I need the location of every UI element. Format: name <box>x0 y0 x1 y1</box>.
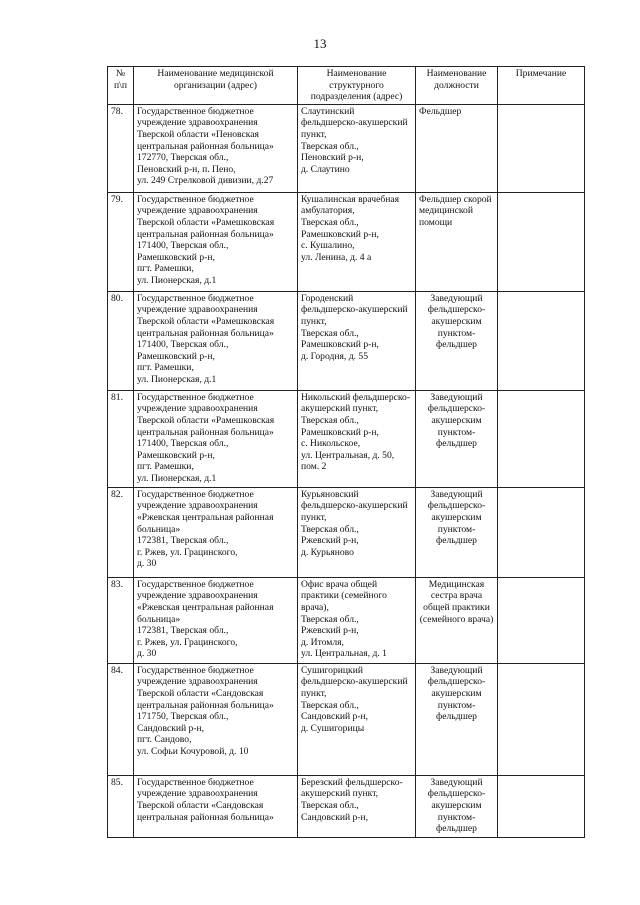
structural-unit-cell: Сушигорицкий фельдшерско-акушерский пункт, Тверская обл., Сандовский р-н, д. Сушигорицы <box>298 663 416 775</box>
position-cell: Заведующий фельдшерско-акушерским пунктом-фельдшер <box>416 487 498 577</box>
table-row <box>108 104 585 192</box>
header-structural-unit: Наименование структурного подразделения (адрес) <box>298 67 416 105</box>
position-cell: Медицинская сестра врача общей практики (семейного врача) <box>416 577 498 663</box>
structural-unit-cell: Березский фельдшерско-акушерский пункт, Тверская обл., Сандовский р-н, <box>298 775 416 837</box>
header-organization: Наименование медицинской организации (адрес) <box>134 67 298 105</box>
structural-unit-cell: Никольский фельдшерско-акушерский пункт, Тверская обл., Рамешковский р-н, с. Никольское, ул. Центральная, д. 50, пом. 2 <box>298 390 416 487</box>
registry-table <box>107 66 585 838</box>
table-row <box>108 577 585 663</box>
position-cell: Заведующий фельдшерско-акушерским пунктом-фельдшер <box>416 390 498 487</box>
row-number: 83. <box>108 577 134 663</box>
organization-cell: Государственное бюджетное учреждение здравоохранения Тверской области «Пеновская центральная районная больница» 172770, Тверская обл., Пеновский р-н, п. Пено, ул. 249 Стрелковой дивизии, д.27 <box>134 104 298 192</box>
position-cell: Фельдшер <box>416 104 498 192</box>
note-cell <box>498 663 585 775</box>
organization-cell: Государственное бюджетное учреждение здравоохранения Тверской области «Рамешковская центральная районная больница» 171400, Тверская обл., Рамешковский р-н, пгт. Рамешки, ул. Пионерская, д.1 <box>134 390 298 487</box>
row-number: 80. <box>108 291 134 390</box>
page-number: 13 <box>313 36 327 51</box>
organization-cell: Государственное бюджетное учреждение здравоохранения Тверской области «Рамешковская центральная районная больница» 171400, Тверская обл., Рамешковский р-н, пгт. Рамешки, ул. Пионерская, д.1 <box>134 291 298 390</box>
table-row <box>108 487 585 577</box>
position-cell: Заведующий фельдшерско-акушерским пунктом-фельдшер <box>416 663 498 775</box>
header-position: Наименование должности <box>416 67 498 105</box>
row-number: 78. <box>108 104 134 192</box>
note-cell <box>498 390 585 487</box>
structural-unit-cell: Слаутинский фельдшерско-акушерский пункт, Тверская обл., Пеновский р-н, д. Слаутино <box>298 104 416 192</box>
note-cell <box>498 291 585 390</box>
table-row <box>108 390 585 487</box>
organization-cell: Государственное бюджетное учреждение здравоохранения «Ржевская центральная районная больница» 172381, Тверская обл., г. Ржев, ул. Грацинского, д. 30 <box>134 487 298 577</box>
note-cell <box>498 577 585 663</box>
table-row <box>108 192 585 291</box>
table-row <box>108 291 585 390</box>
row-number: 85. <box>108 775 134 837</box>
row-number: 79. <box>108 192 134 291</box>
structural-unit-cell: Офис врача общей практики (семейного врача), Тверская обл., Ржевский р-н, д. Итомля, ул. Центральная, д. 1 <box>298 577 416 663</box>
organization-cell: Государственное бюджетное учреждение здравоохранения Тверской области «Рамешковская центральная районная больница» 171400, Тверская обл., Рамешковский р-н, пгт. Рамешки, ул. Пионерская, д.1 <box>134 192 298 291</box>
table-header-row <box>108 67 585 105</box>
note-cell <box>498 487 585 577</box>
organization-cell: Государственное бюджетное учреждение здравоохранения «Ржевская центральная районная больница» 172381, Тверская обл., г. Ржев, ул. Грацинского, д. 30 <box>134 577 298 663</box>
position-cell: Фельдшер скорой медицинской помощи <box>416 192 498 291</box>
header-num: № п\п <box>108 67 134 105</box>
structural-unit-cell: Курьяновский фельдшерско-акушерский пункт, Тверская обл., Ржевский р-н, д. Курьяново <box>298 487 416 577</box>
table-row <box>108 663 585 775</box>
note-cell <box>498 775 585 837</box>
row-number: 84. <box>108 663 134 775</box>
table-row <box>108 775 585 837</box>
organization-cell: Государственное бюджетное учреждение здравоохранения Тверской области «Сандовская центральная районная больница» 171750, Тверская обл., Сандовский р-н, пгт. Сандово, ул. Софьи Кочуровой, д. 10 <box>134 663 298 775</box>
header-note: Примечание <box>498 67 585 105</box>
organization-cell: Государственное бюджетное учреждение здравоохранения Тверской области «Сандовская центральная районная больница» <box>134 775 298 837</box>
note-cell <box>498 104 585 192</box>
row-number: 82. <box>108 487 134 577</box>
position-cell: Заведующий фельдшерско-акушерским пунктом-фельдшер <box>416 775 498 837</box>
structural-unit-cell: Городенский фельдшерско-акушерский пункт, Тверская обл., Рамешковский р-н, д. Городня, д. 55 <box>298 291 416 390</box>
row-number: 81. <box>108 390 134 487</box>
structural-unit-cell: Кушалинская врачебная амбулатория, Тверская обл., Рамешковский р-н, с. Кушалино, ул. Ленина, д. 4 а <box>298 192 416 291</box>
position-cell: Заведующий фельдшерско-акушерским пунктом-фельдшер <box>416 291 498 390</box>
note-cell <box>498 192 585 291</box>
